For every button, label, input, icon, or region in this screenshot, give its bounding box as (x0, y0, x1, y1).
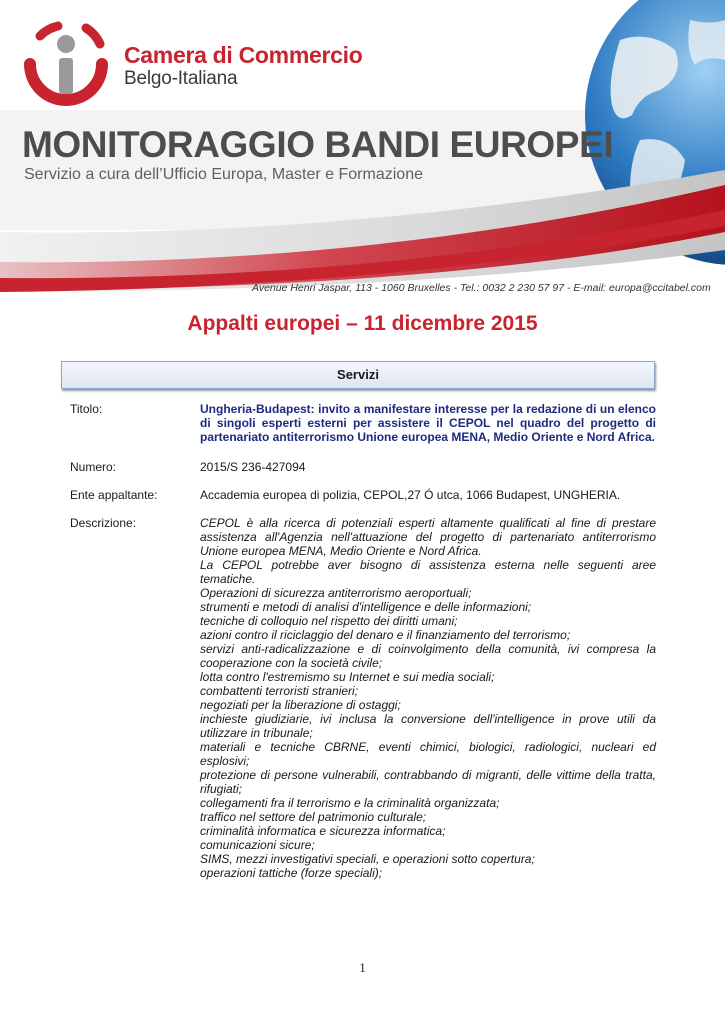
description-line: protezione di persone vulnerabili, contrabbando di migranti, delle vittime della tratta, rifugiati; (200, 768, 656, 796)
description-line: lotta contro l'estremismo su Internet e sui media sociali; (200, 670, 495, 684)
description-line: CEPOL è alla ricerca di potenziali esperti altamente qualificati al fine di prestare assistenza all'Agenzia nell'attuazione del progetto di partenariato antiterrorismo Unione europea MENA, Medio Oriente e Nord Africa. (200, 516, 656, 558)
descrizione-value (200, 516, 656, 880)
description-line: azioni contro il riciclaggio del denaro e il finanziamento del terrorismo; (200, 628, 571, 642)
description-line: collegamenti fra il terrorismo e la criminalità organizzata; (200, 796, 500, 810)
header-banner (0, 0, 725, 300)
description-line: tecniche di colloquio nel rispetto dei diritti umani; (200, 614, 458, 628)
description-line: inchieste giudiziarie, ivi inclusa la conversione dell'intelligence in prove utili da utilizzare in tribunale; (200, 712, 656, 740)
description-line: servizi anti-radicalizzazione e di coinvolgimento della comunità, ivi compresa la cooperazione con la società civile; (200, 642, 656, 670)
description-line: strumenti e metodi di analisi d'intelligence e delle informazioni; (200, 600, 532, 614)
titolo-value: Ungheria-Budapest: invito a manifestare interesse per la redazione di un elenco di singoli esperti esterni per assistere il CEPOL nel quadro del progetto di partenariato antiterrorismo Unione europea MENA, Medio Oriente e Nord Africa. (200, 402, 656, 444)
numero-value: 2015/S 236-427094 (200, 460, 306, 474)
banner-subtitle: Servizio a cura dell’Ufficio Europa, Master e Formazione (24, 166, 423, 183)
description-line: combattenti terroristi stranieri; (200, 684, 359, 698)
titolo-label: Titolo: (70, 402, 103, 416)
page-title: Appalti europei – 11 dicembre 2015 (187, 312, 538, 335)
description-line: traffico nel settore del patrimonio culturale; (200, 810, 427, 824)
description-line: materiali e tecniche CBRNE, eventi chimici, biologici, radiologici, nucleari ed esplosivi; (200, 740, 656, 768)
section-label: Servizi (337, 367, 379, 382)
org-name-line1: Camera di Commercio (124, 42, 363, 68)
numero-label: Numero: (70, 460, 117, 474)
description-line: SIMS, mezzi investigativi speciali, e operazioni sotto copertura; (200, 852, 535, 866)
page-number: 1 (359, 960, 366, 975)
banner-title: MONITORAGGIO BANDI EUROPEI (22, 124, 614, 165)
org-name-line2: Belgo-Italiana (124, 68, 238, 89)
description-line: criminalità informatica e sicurezza informatica; (200, 824, 446, 838)
description-line: Operazioni di sicurezza antiterrorismo aeroportuali; (200, 586, 472, 600)
descrizione-label: Descrizione: (70, 516, 137, 530)
chamber-logo (20, 18, 112, 110)
ente-value: Accademia europea di polizia, CEPOL,27 Ó utca, 1066 Budapest, UNGHERIA. (200, 488, 621, 502)
description-line: negoziati per la liberazione di ostaggi; (200, 698, 401, 712)
section-header (61, 361, 655, 389)
ente-label: Ente appaltante: (70, 488, 158, 502)
description-line: operazioni tattiche (forze speciali); (200, 866, 383, 880)
contact-address: Avenue Henri Jaspar, 113 - 1060 Bruxelles - Tel.: 0032 2 230 57 97 - E-mail: europa@ccitabel.com (252, 282, 711, 294)
description-line: La CEPOL potrebbe aver bisogno di assistenza esterna nelle seguenti aree tematiche. (200, 558, 656, 586)
description-line: comunicazioni sicure; (200, 838, 315, 852)
